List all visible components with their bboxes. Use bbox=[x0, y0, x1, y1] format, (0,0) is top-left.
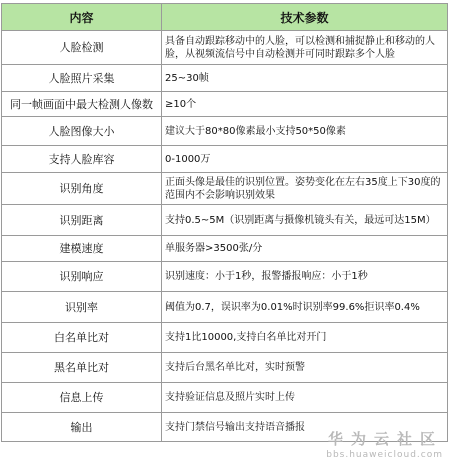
row-value: 支持1比10000,支持白名单比对开门 bbox=[162, 323, 448, 353]
row-value: ≥10个 bbox=[162, 92, 448, 117]
row-value: 支持验证信息及照片实时上传 bbox=[162, 383, 448, 413]
row-name: 识别响应 bbox=[2, 262, 162, 292]
spec-table bbox=[1, 3, 448, 442]
row-value: 识别速度：小于1秒，报警播报响应：小于1秒 bbox=[162, 262, 448, 292]
row-value: 具备自动跟踪移动中的人脸，可以检测和捕捉静止和移动的人脸，从视频流信号中自动检测并可同时跟踪多个人脸 bbox=[162, 31, 448, 65]
table-row bbox=[2, 92, 448, 117]
header-content: 内容 bbox=[2, 4, 162, 31]
row-name: 白名单比对 bbox=[2, 323, 162, 353]
row-name: 输出 bbox=[2, 413, 162, 442]
table-row bbox=[2, 31, 448, 65]
table-row bbox=[2, 117, 448, 146]
table-row bbox=[2, 65, 448, 92]
row-value: 阈值为0.7，误识率为0.01%时识别率99.6%拒识率0.4% bbox=[162, 292, 448, 323]
row-name: 识别率 bbox=[2, 292, 162, 323]
table-row bbox=[2, 383, 448, 413]
table-row bbox=[2, 205, 448, 236]
table-row bbox=[2, 236, 448, 262]
table-row bbox=[2, 173, 448, 205]
row-name: 同一帧画面中最大检测人像数 bbox=[2, 92, 162, 117]
watermark bbox=[326, 428, 443, 460]
row-value: 支持门禁信号输出支持语音播报 bbox=[162, 413, 448, 442]
table-row bbox=[2, 353, 448, 383]
row-name: 人脸检测 bbox=[2, 31, 162, 65]
table-row bbox=[2, 292, 448, 323]
row-name: 黑名单比对 bbox=[2, 353, 162, 383]
table-row bbox=[2, 323, 448, 353]
row-value: 正面头像是最佳的识别位置。姿势变化在左右35度上下30度的范围内不会影响识别效果 bbox=[162, 173, 448, 205]
row-value: 25~30帧 bbox=[162, 65, 448, 92]
row-value: 0-1000万 bbox=[162, 146, 448, 173]
row-name: 支持人脸库容 bbox=[2, 146, 162, 173]
table-row bbox=[2, 262, 448, 292]
table-row bbox=[2, 146, 448, 173]
row-value: 支持0.5~5M（识别距离与摄像机镜头有关，最远可达15M） bbox=[162, 205, 448, 236]
row-value: 建议大于80*80像素最小支持50*50像素 bbox=[162, 117, 448, 146]
row-name: 建模速度 bbox=[2, 236, 162, 262]
header-tech-params: 技术参数 bbox=[162, 4, 448, 31]
watermark-title: 华为云社区 bbox=[327, 430, 443, 448]
row-value: 单服务器>3500张/分 bbox=[162, 236, 448, 262]
row-value: 支持后台黑名单比对，实时预警 bbox=[162, 353, 448, 383]
table-header-row bbox=[2, 4, 448, 31]
row-name: 人脸照片采集 bbox=[2, 65, 162, 92]
row-name: 识别角度 bbox=[2, 173, 162, 205]
watermark-url: bbs.huaweicloud.com bbox=[326, 450, 443, 460]
row-name: 信息上传 bbox=[2, 383, 162, 413]
row-name: 识别距离 bbox=[2, 205, 162, 236]
row-name: 人脸图像大小 bbox=[2, 117, 162, 146]
